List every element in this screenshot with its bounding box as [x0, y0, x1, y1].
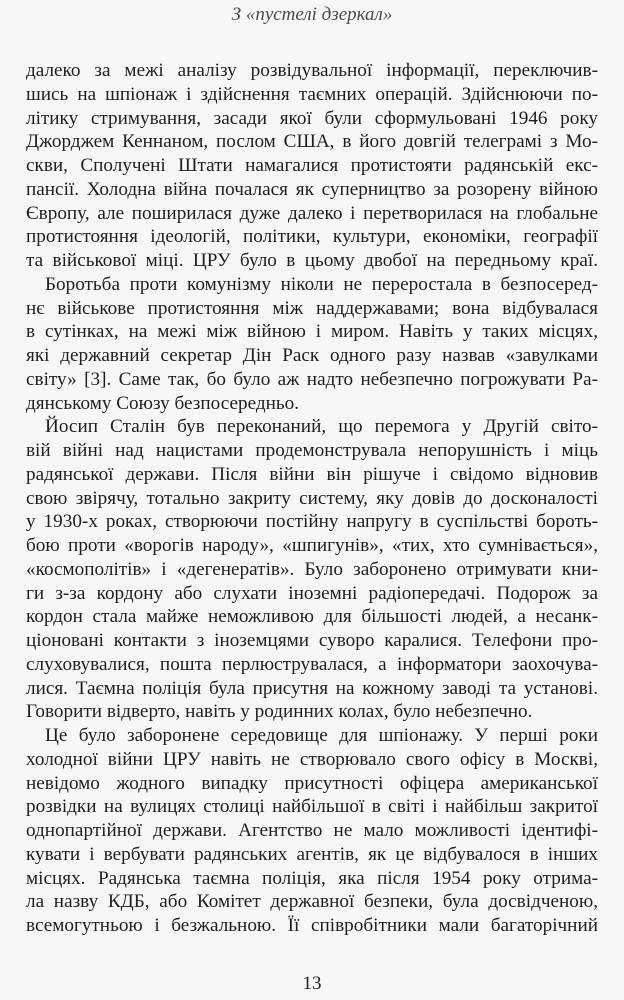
text-line: лися. Таємна поліція була присутня на кожному заводі та установі.	[26, 677, 598, 699]
paragraph-3	[26, 415, 598, 724]
paragraph-4	[26, 724, 598, 938]
text-line: пансії. Холодна війна почалася як суперництво за розорену війною	[26, 178, 598, 200]
text-line: розвідки на вулицях столиці найбільшої в світі і найбільш закритої	[26, 796, 598, 818]
text-line: вій війні над нацистами продемонструвала непорушність і міць	[26, 440, 598, 461]
text-line: Джорджем Кеннаном, послом США, в його довгій телеграмі з Мо-	[26, 131, 598, 153]
text-line: кордон стала майже неможливою для більшості людей, а несанк-	[26, 606, 598, 628]
text-line: нє військове протистояння між наддержавами; вона відбувалася	[26, 297, 598, 319]
text-line: ла назву КДБ, або Комітет державної безпеки, була досвідченою,	[26, 891, 598, 913]
running-header: З «пустелі дзеркал»	[231, 4, 393, 25]
text-line: бою проти «ворогів народу», «шпигунів», «тих, хто сумнівається»,	[26, 535, 598, 556]
text-line: свою звірячу, тотально закриту систему, яку довів до досконалості	[26, 487, 598, 509]
text-line: кувати і вербувати радянських агентів, як це відбувалося в інших	[26, 843, 598, 865]
text-line: в сутінках, на межі між війною і миром. Навіть у таких місцях,	[26, 321, 598, 343]
page-number: 13	[302, 973, 322, 994]
text-line: однопартійної держави. Агентство не мало можливості ідентифі-	[26, 820, 598, 841]
text-line: невідомо жодного випадку присутності офіцера американської	[26, 772, 598, 794]
text-line: та військової міці. ЦРУ було в цьому двобої на передньому краї.	[26, 250, 598, 271]
text-line: ціоновані контакти з іноземцями суворо каралися. Телефони про-	[26, 630, 598, 651]
text-line: слуховувалися, пошта перлюструвалася, а інформатори заохочува-	[26, 653, 598, 675]
text-line: світу» [3]. Саме так, бо було аж надто небезпечно погрожувати Ра-	[26, 368, 598, 390]
text-line: Це було заборонене середовище для шпіонажу. У перші роки	[45, 725, 598, 746]
text-line: літику стримування, засади якої були сформульовані 1946 року	[26, 107, 598, 129]
text-line: холодної війни ЦРУ навіть не створювало свого офісу в Москві,	[26, 748, 598, 770]
text-line: шись на шпіонаж і здійснення таємних операцій. Здійснюючи по-	[26, 83, 598, 105]
text-line: місцях. Радянська таємна поліція, яка після 1954 року отрима-	[26, 867, 598, 889]
text-line: Говорити відверто, навіть у родинних колах, було небезпечно.	[26, 701, 533, 723]
text-line: далеко за межі аналізу розвідувальної інформації, переключив-	[26, 60, 598, 81]
text-line: Боротьба проти комунізму ніколи не переростала в безпосеред-	[45, 273, 598, 295]
paragraph-1	[26, 59, 598, 273]
text-line: дянському Союзу безпосередньо.	[26, 392, 299, 414]
text-line: ги з-за кордону або слухати іноземні радіопередачі. Подорож за	[26, 582, 598, 604]
text-line: які державний секретар Дін Раск одного разу назвав «завулками	[26, 345, 598, 366]
text-line: всемогутньою і безжальною. Її співробітники мали багаторічний	[26, 915, 598, 936]
text-line: «космополітів» і «дегенератів». Було заборонено отримувати кни-	[26, 558, 598, 580]
body-text	[26, 59, 598, 938]
text-line: протистояння ідеологій, політики, культури, економіки, географії	[26, 226, 598, 248]
paragraph-2	[26, 273, 598, 416]
text-line: радянської держави. Після війни він рішуче і свідомо відновив	[26, 463, 598, 485]
text-line: Європу, але поширилася дуже далеко і перетворилася на глобальне	[26, 202, 598, 224]
text-line: Йосип Сталін був переконаний, що перемога у Другій світо-	[45, 416, 598, 438]
text-line: у 1930-х роках, створюючи постійну напругу в суспільстві бороть-	[26, 511, 598, 533]
text-line: скви, Сполучені Штати намагалися протистояти радянській екс-	[26, 155, 598, 176]
